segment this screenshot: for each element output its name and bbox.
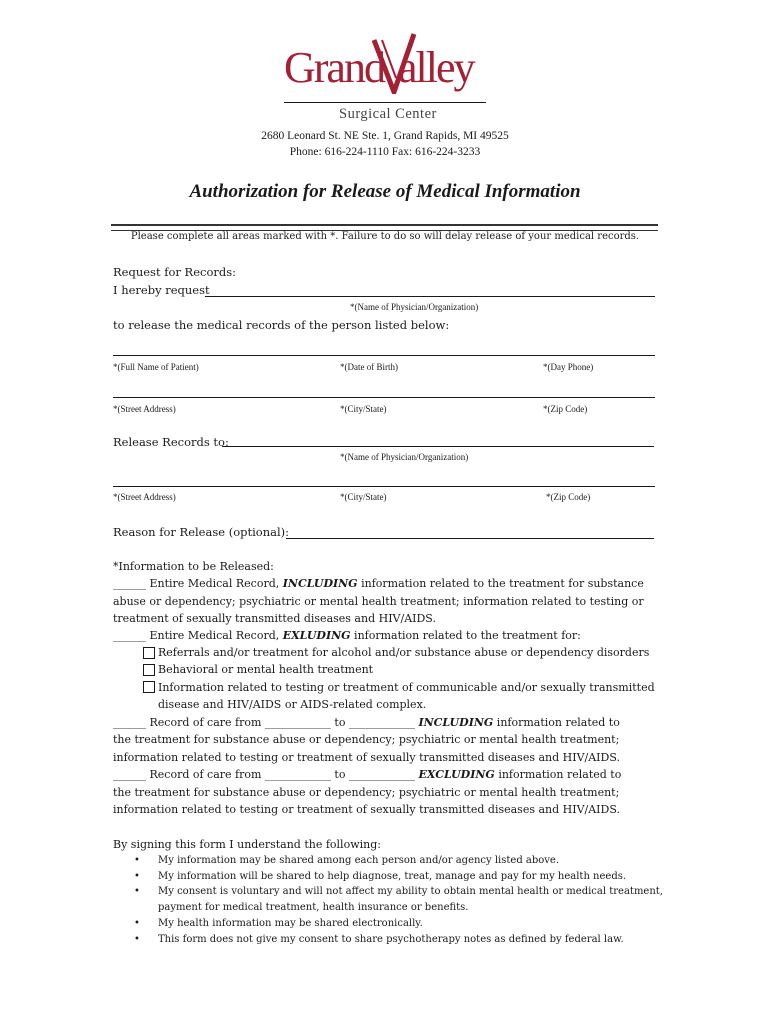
logo-valley-text: alley (398, 43, 474, 92)
request-heading: Request for Records: (113, 265, 237, 279)
signing-item-3: My consent is voluntary and will not affect my ability to obtain mental health or medical treatment, (158, 886, 663, 897)
checkbox-behavioral-label: Behavioral or mental health treatment (158, 663, 374, 676)
checkbox-behavioral[interactable] (143, 664, 155, 676)
signing-item-2: My information will be shared to help diagnose, treat, manage and pay for my health needs. (158, 871, 627, 882)
signing-item-1: My information may be shared among each person and/or agency listed above. (158, 855, 560, 866)
zip-caption: *(Zip Code) (543, 404, 588, 414)
release-to-field[interactable] (222, 446, 654, 447)
option-include-all[interactable] (113, 577, 644, 590)
bullet-icon: • (134, 871, 140, 882)
option-range-include-line3: information related to testing or treatment of sexually transmitted diseases and HIV/AIDS. (113, 751, 620, 764)
request-physician-caption: *(Name of Physician/Organization) (350, 302, 479, 312)
patient-info-field[interactable] (113, 355, 655, 356)
including-keyword: INCLUDING (282, 577, 358, 590)
patient-address-field[interactable] (113, 397, 655, 398)
bullet-icon: • (134, 918, 140, 929)
logo-subtitle: Surgical Center (339, 106, 437, 122)
option-range-exclude-line2: the treatment for substance abuse or dependency; psychiatric or mental health treatment; (113, 786, 620, 799)
release-address-field[interactable] (113, 486, 655, 487)
checkbox-communicable[interactable] (143, 681, 155, 693)
city-caption: *(City/State) (340, 404, 387, 414)
bullet-icon: • (134, 855, 140, 866)
hereby-request-label: I hereby request (113, 283, 210, 297)
day-phone-caption: *(Day Phone) (543, 362, 594, 372)
reason-field[interactable] (286, 538, 654, 539)
release-zip-caption: *(Zip Code) (546, 492, 591, 502)
dob-caption: *(Date of Birth) (340, 362, 398, 372)
option-include-all-line3: treatment of sexually transmitted diseases and HIV/AIDS. (113, 612, 436, 625)
checkbox-communicable-label: Information related to testing or treatment of communicable and/or sexually transmitted (158, 681, 655, 694)
option-range-include[interactable] (113, 716, 620, 729)
option-include-all-pre: ______ Entire Medical Record, (113, 577, 280, 590)
title-divider (111, 224, 658, 231)
form-title: Authorization for Release of Medical Information (189, 181, 581, 202)
bullet-icon: • (134, 886, 140, 897)
logo-divider (284, 102, 486, 103)
option-exclude-all-post: information related to the treatment for: (354, 629, 581, 642)
checkbox-referrals[interactable] (143, 647, 155, 659)
request-physician-field[interactable] (205, 296, 655, 297)
range-excluding-keyword: EXCLUDING (418, 768, 495, 781)
option-range-include-pre: ______ Record of care from ____________ to ____________ (113, 716, 415, 729)
address-line: 2680 Leonard St. NE Ste. 1, Grand Rapids, MI 49525 (261, 130, 509, 142)
option-range-exclude-pre: ______ Record of care from ____________ to ____________ (113, 768, 415, 781)
info-heading: *Information to be Released: (113, 560, 274, 573)
option-range-include-line2: the treatment for substance abuse or dependency; psychiatric or mental health treatment; (113, 733, 620, 746)
release-to-label: Release Records to: (113, 435, 229, 449)
signing-item-4: My health information may be shared electronically. (158, 918, 423, 929)
reason-label: Reason for Release (optional): (113, 525, 290, 539)
signing-heading: By signing this form I understand the following: (113, 838, 381, 851)
release-to-caption: *(Name of Physician/Organization) (340, 452, 469, 462)
option-range-exclude-post: information related to (498, 768, 622, 781)
phone-fax-line: Phone: 616-224-1110 Fax: 616-224-3233 (289, 146, 481, 158)
option-include-all-line2: abuse or dependency; psychiatric or mental health treatment; information related to testing or (113, 595, 644, 608)
signing-item-3-line2: payment for medical treatment, health insurance or benefits. (158, 902, 469, 913)
instruction-note: Please complete all areas marked with *. Failure to do so will delay release of your medical records. (130, 231, 640, 242)
street-caption: *(Street Address) (113, 404, 176, 414)
option-range-exclude[interactable] (113, 768, 621, 781)
option-include-all-post: information related to the treatment for substance (361, 577, 644, 590)
option-range-include-post: information related to (496, 716, 620, 729)
checkbox-referrals-label: Referrals and/or treatment for alcohol and/or substance abuse or dependency disorders (158, 646, 650, 659)
release-city-caption: *(City/State) (340, 492, 387, 502)
logo-grand-text: Grand (284, 43, 384, 92)
release-street-caption: *(Street Address) (113, 492, 176, 502)
signing-item-5: This form does not give my consent to share psychotherapy notes as defined by federal law. (158, 934, 624, 945)
option-exclude-all-pre: ______ Entire Medical Record, (113, 629, 280, 642)
bullet-icon: • (134, 934, 140, 945)
release-text: to release the medical records of the person listed below: (113, 318, 450, 332)
range-including-keyword: INCLUDING (418, 716, 494, 729)
exluding-keyword: EXLUDING (282, 629, 351, 642)
option-range-exclude-line3: information related to testing or treatment of sexually transmitted diseases and HIV/AIDS. (113, 803, 620, 816)
patient-name-caption: *(Full Name of Patient) (113, 362, 199, 372)
option-exclude-all[interactable] (113, 629, 581, 642)
checkbox-communicable-label-line2: disease and HIV/AIDS or AIDS-related complex. (158, 698, 427, 711)
